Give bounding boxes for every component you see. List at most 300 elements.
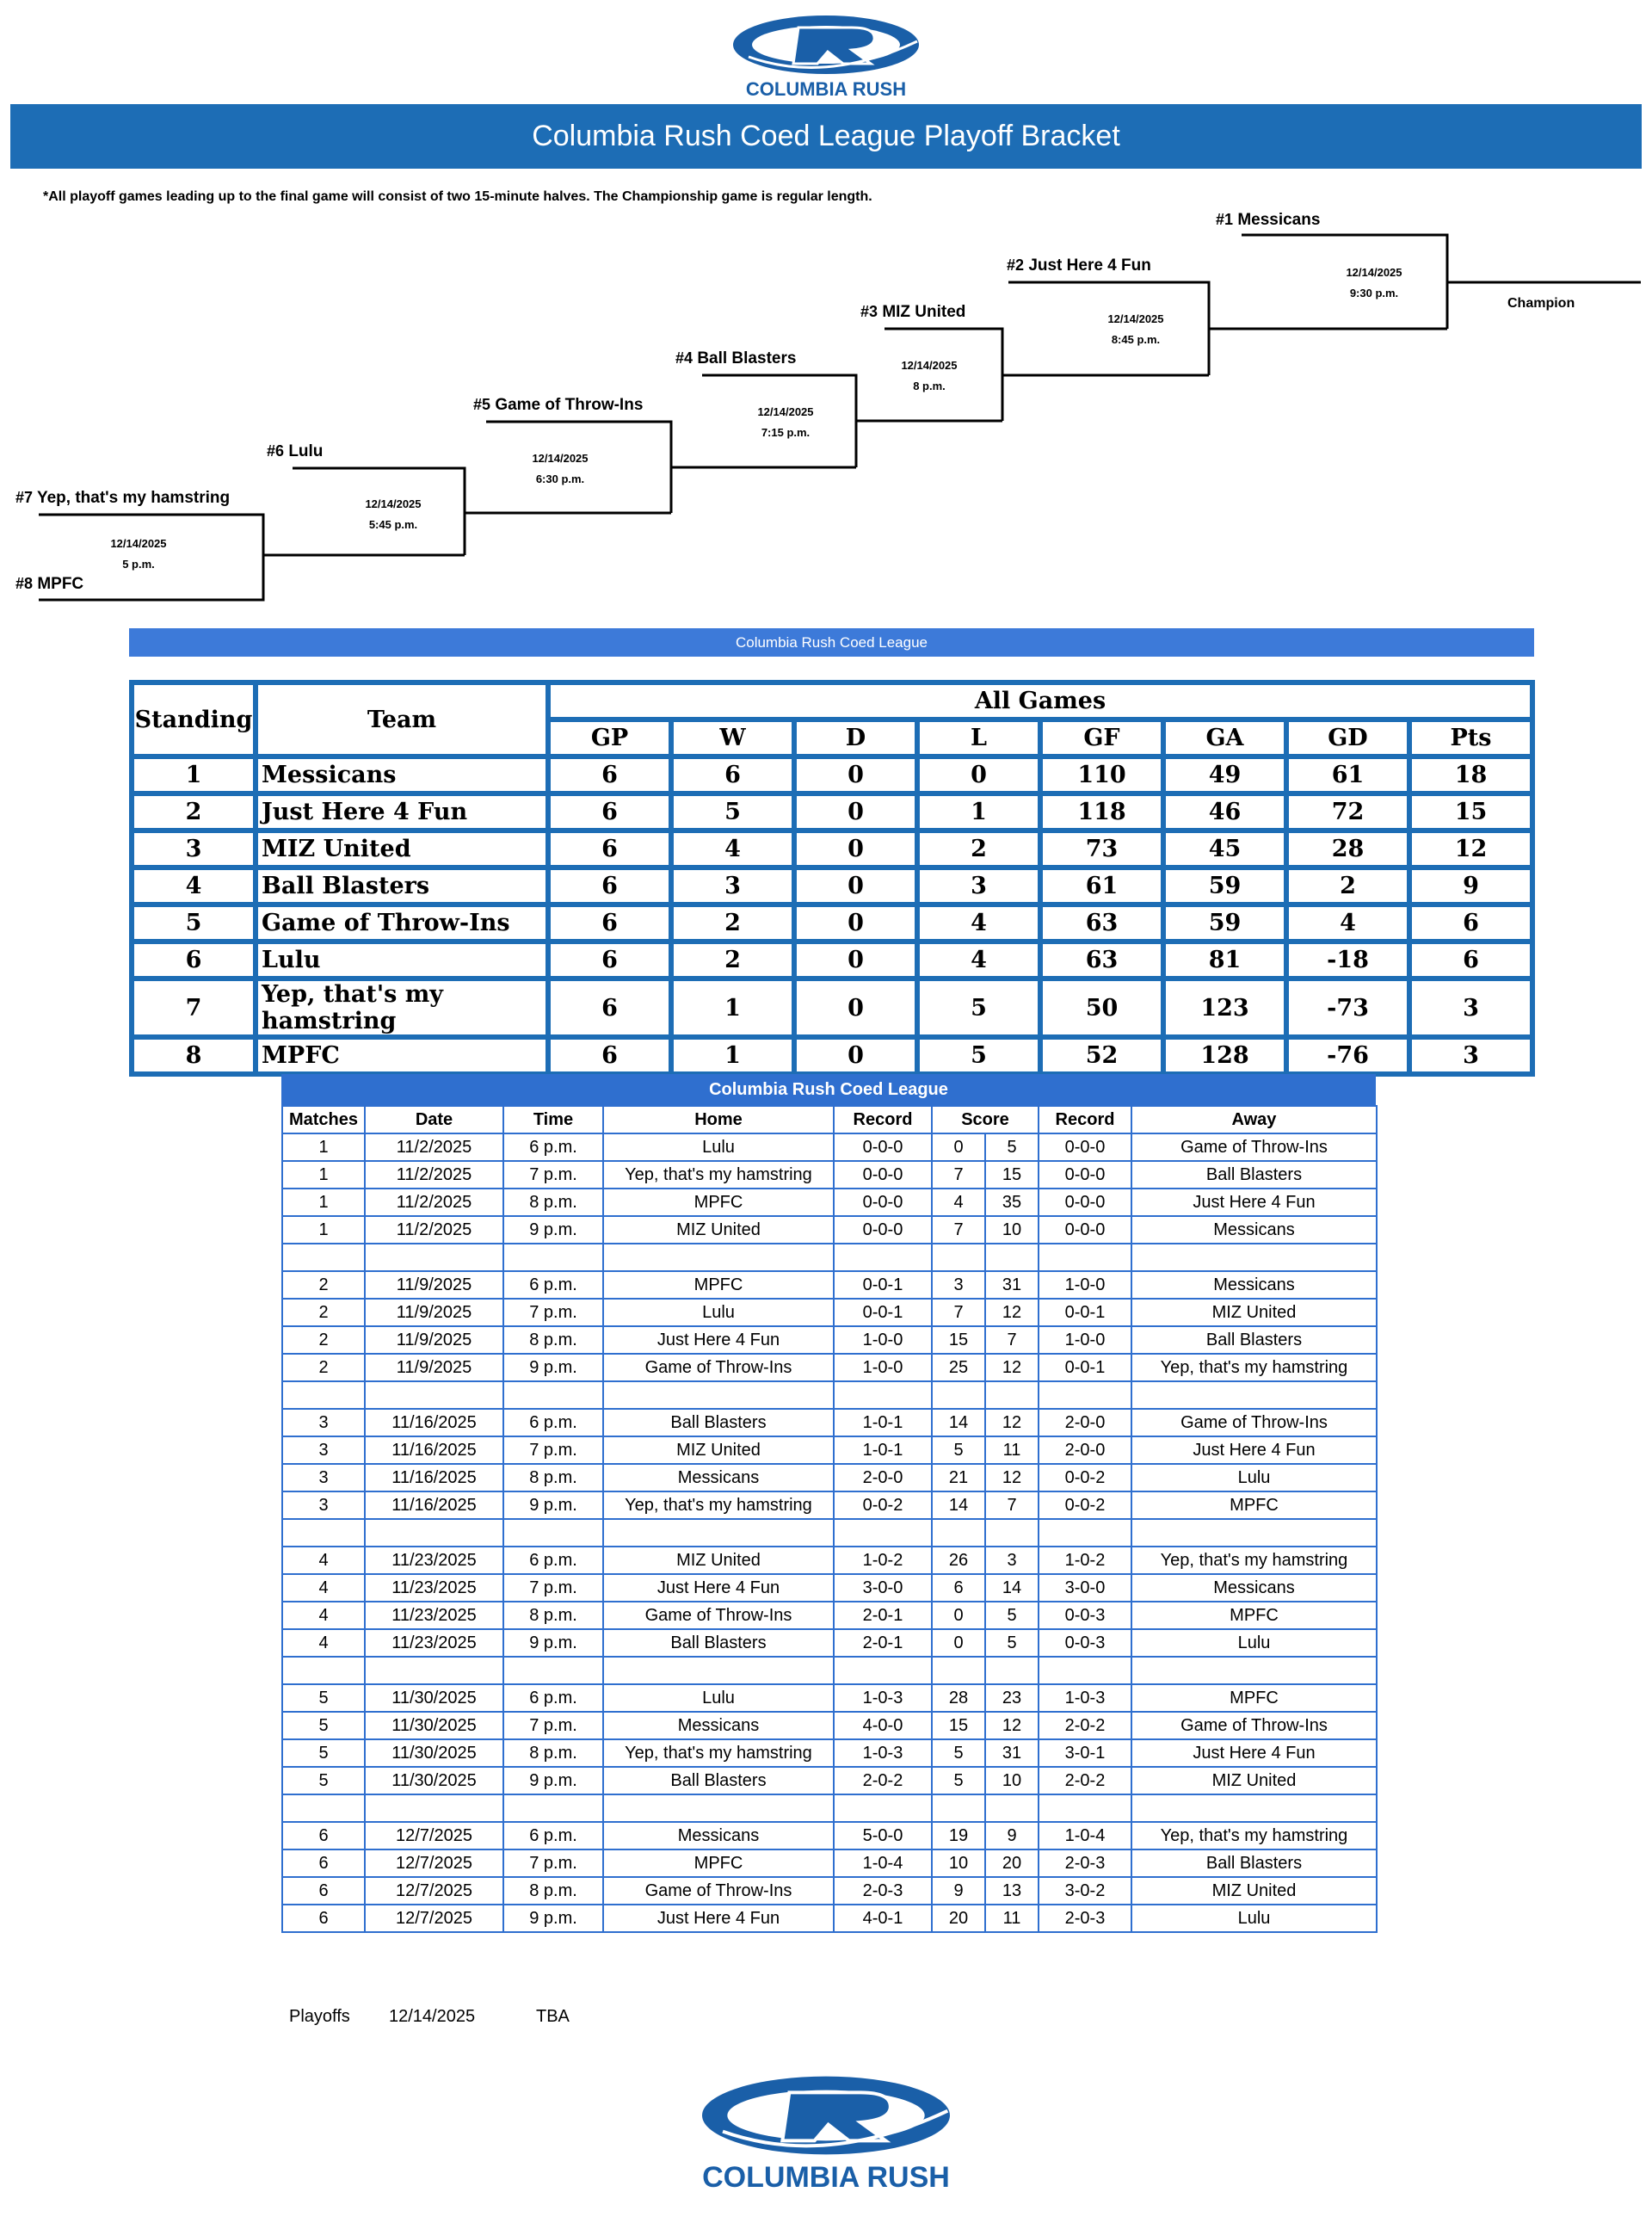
standings-col-gp: GP: [548, 719, 671, 756]
schedule-cell: Ball Blasters: [1131, 1849, 1377, 1877]
standings-col-l: L: [917, 719, 1040, 756]
schedule-cell: 23: [985, 1684, 1039, 1712]
schedule-cell: 0-0-1: [1039, 1299, 1131, 1326]
schedule-cell: 11/30/2025: [365, 1767, 503, 1794]
schedule-cell: 0-0-2: [1039, 1491, 1131, 1519]
standings-cell: 6: [548, 979, 671, 1037]
standings-row: [132, 868, 1532, 905]
schedule-cell: [1039, 1519, 1131, 1547]
schedule-cell: 3: [985, 1547, 1039, 1574]
standings-row: [132, 1037, 1532, 1074]
schedule-cell: 4-0-0: [834, 1712, 932, 1739]
schedule-cell: 3-0-0: [1039, 1574, 1131, 1602]
schedule-cell: [503, 1657, 603, 1684]
schedule-cell: 1: [282, 1133, 365, 1161]
schedule-cell: 12/7/2025: [365, 1822, 503, 1849]
standings-cell: 0: [794, 1037, 917, 1074]
schedule-cell: 0-0-0: [1039, 1216, 1131, 1244]
schedule-cell: 2-0-3: [1039, 1905, 1131, 1932]
standings-cell: 3: [1409, 1037, 1532, 1074]
standings-cell: 3: [917, 868, 1040, 905]
bracket-team-3: #3 MIZ United: [860, 303, 966, 321]
schedule-cell: 5: [985, 1602, 1039, 1629]
schedule-cell: MIZ United: [1131, 1877, 1377, 1905]
schedule-cell: 2: [282, 1299, 365, 1326]
standings-cell: 5: [917, 1037, 1040, 1074]
schedule-cell: 0-0-1: [1039, 1354, 1131, 1381]
schedule-cell: 11/2/2025: [365, 1216, 503, 1244]
standings-cell: 0: [794, 793, 917, 831]
schedule-row: [282, 1161, 1377, 1189]
schedule-cell: 9 p.m.: [503, 1767, 603, 1794]
standings-table: [129, 680, 1535, 1077]
standings-cell: 59: [1163, 868, 1286, 905]
schedule-cell: 11: [985, 1905, 1039, 1932]
schedule-cell: 7 p.m.: [503, 1574, 603, 1602]
schedule-cell: [365, 1519, 503, 1547]
schedule-cell: 12: [985, 1409, 1039, 1436]
schedule-cell: [985, 1381, 1039, 1409]
schedule-cell: 11/16/2025: [365, 1436, 503, 1464]
standings-cell: 81: [1163, 942, 1286, 979]
schedule-cell: 0-0-0: [834, 1216, 932, 1244]
schedule-cell: 1-0-4: [1039, 1822, 1131, 1849]
schedule-cell: 4: [282, 1602, 365, 1629]
schedule-cell: 6: [282, 1877, 365, 1905]
schedule-cell: 4: [282, 1574, 365, 1602]
standings-cell: 4: [917, 942, 1040, 979]
bracket-game-2: 12/14/2025 5:45 p.m.: [365, 497, 422, 531]
schedule-cell: Game of Throw-Ins: [603, 1354, 834, 1381]
schedule-cell: Messicans: [1131, 1574, 1377, 1602]
bracket-team-5: #5 Game of Throw-Ins: [473, 396, 644, 414]
schedule-cell: 2-0-3: [834, 1877, 932, 1905]
logo-wordmark: COLUMBIA RUSH: [702, 2161, 950, 2194]
standings-cell: 4: [132, 868, 256, 905]
standings-col-standing: Standing: [132, 682, 256, 756]
standings-cell: 128: [1163, 1037, 1286, 1074]
schedule-cell: 28: [932, 1684, 985, 1712]
standings-cell: 15: [1409, 793, 1532, 831]
schedule-cell: 0-0-0: [834, 1133, 932, 1161]
standings-cell: 46: [1163, 793, 1286, 831]
schedule-header-row: [282, 1106, 1377, 1133]
schedule-cell: 0-0-0: [1039, 1133, 1131, 1161]
standings-cell: 0: [794, 868, 917, 905]
schedule-cell: [834, 1244, 932, 1271]
schedule-row: [282, 1877, 1377, 1905]
playoffs-date: 12/14/2025: [389, 2007, 476, 2026]
schedule-cell: [282, 1657, 365, 1684]
schedule-cell: Just Here 4 Fun: [1131, 1436, 1377, 1464]
schedule-cell: [985, 1519, 1039, 1547]
standings-team-name: MIZ United: [256, 831, 548, 868]
schedule-cell: 3-0-1: [1039, 1739, 1131, 1767]
schedule-cell: 11/16/2025: [365, 1409, 503, 1436]
standings-cell: 6: [548, 831, 671, 868]
schedule-cell: 0-0-3: [1039, 1629, 1131, 1657]
schedule-row: [282, 1849, 1377, 1877]
schedule-cell: 11/23/2025: [365, 1574, 503, 1602]
standings-team-name: Game of Throw-Ins: [256, 905, 548, 942]
standings-cell: 2: [671, 942, 794, 979]
standings-cell: 45: [1163, 831, 1286, 868]
schedule-cell: [282, 1794, 365, 1822]
schedule-cell: [365, 1381, 503, 1409]
standings-col-team: Team: [256, 682, 548, 756]
schedule-cell: 7 p.m.: [503, 1436, 603, 1464]
standings-cell: 2: [671, 905, 794, 942]
schedule-cell: 1-0-0: [1039, 1326, 1131, 1354]
schedule-cell: 11/2/2025: [365, 1161, 503, 1189]
standings-cell: 1: [917, 793, 1040, 831]
page-title: Columbia Rush Coed League Playoff Bracket: [10, 104, 1642, 169]
schedule-cell: Just Here 4 Fun: [1131, 1739, 1377, 1767]
schedule-cell: [503, 1381, 603, 1409]
standings-cell: 6: [1409, 942, 1532, 979]
schedule-cell: 3-0-2: [1039, 1877, 1131, 1905]
standings-cell: -18: [1286, 942, 1409, 979]
schedule-cell: 0-0-1: [834, 1271, 932, 1299]
schedule-cell: 4: [282, 1629, 365, 1657]
standings-row: [132, 793, 1532, 831]
schedule-cell: Ball Blasters: [1131, 1161, 1377, 1189]
schedule-cell: 11/16/2025: [365, 1464, 503, 1491]
schedule-cell: [603, 1244, 834, 1271]
schedule-cell: [1131, 1657, 1377, 1684]
schedule-row: [282, 1547, 1377, 1574]
schedule-cell: Ball Blasters: [1131, 1326, 1377, 1354]
standings-cell: 63: [1040, 905, 1163, 942]
schedule-cell: 5: [985, 1629, 1039, 1657]
schedule-cell: Messicans: [603, 1712, 834, 1739]
schedule-cell: Lulu: [603, 1684, 834, 1712]
standings-cell: 61: [1040, 868, 1163, 905]
schedule-cell: 7 p.m.: [503, 1161, 603, 1189]
bracket-team-4: #4 Ball Blasters: [675, 349, 797, 367]
standings-group-all-games: All Games: [548, 682, 1532, 719]
schedule-cell: 9: [932, 1877, 985, 1905]
schedule-cell: 5: [932, 1739, 985, 1767]
bracket-team-7: #7 Yep, that's my hamstring: [15, 489, 231, 507]
schedule-cell: 8 p.m.: [503, 1602, 603, 1629]
schedule-cell: Messicans: [1131, 1216, 1377, 1244]
schedule-cell: 10: [985, 1216, 1039, 1244]
schedule-cell: [365, 1657, 503, 1684]
schedule-cell: 7: [985, 1326, 1039, 1354]
schedule-row: [282, 1822, 1377, 1849]
schedule-cell: 1: [282, 1216, 365, 1244]
schedule-cell: [985, 1657, 1039, 1684]
schedule-cell: 11/30/2025: [365, 1712, 503, 1739]
schedule-cell: 0: [932, 1629, 985, 1657]
standings-cell: 7: [132, 979, 256, 1037]
schedule-col-date: Date: [365, 1106, 503, 1133]
schedule-cell: Ball Blasters: [603, 1767, 834, 1794]
standings-cell: 110: [1040, 756, 1163, 793]
schedule-cell: 1-0-4: [834, 1849, 932, 1877]
schedule-cell: MIZ United: [603, 1436, 834, 1464]
schedule-col-score: Score: [932, 1106, 1039, 1133]
schedule-cell: 0-0-0: [834, 1161, 932, 1189]
standings-team-name: Yep, that's my hamstring: [256, 979, 548, 1037]
champion-label: Champion: [1507, 296, 1575, 311]
standings-cell: 0: [794, 756, 917, 793]
schedule-cell: [282, 1244, 365, 1271]
standings-cell: 73: [1040, 831, 1163, 868]
schedule-cell: 1-0-0: [834, 1354, 932, 1381]
schedule-col-away-record: Record: [1039, 1106, 1131, 1133]
schedule-cell: 19: [932, 1822, 985, 1849]
schedule-cell: Ball Blasters: [603, 1409, 834, 1436]
standings-cell: 6: [548, 868, 671, 905]
standings-cell: 8: [132, 1037, 256, 1074]
standings-header: Columbia Rush Coed League: [129, 628, 1534, 657]
bracket-game-7: 12/14/2025 9:30 p.m.: [1346, 266, 1402, 299]
schedule-cell: [932, 1519, 985, 1547]
schedule-cell: Yep, that's my hamstring: [1131, 1547, 1377, 1574]
standings-col-gf: GF: [1040, 719, 1163, 756]
schedule-cell: 14: [932, 1409, 985, 1436]
schedule-cell: [282, 1381, 365, 1409]
standings-cell: 2: [132, 793, 256, 831]
schedule-cell: 6 p.m.: [503, 1822, 603, 1849]
schedule-cell: [834, 1794, 932, 1822]
schedule-cell: Yep, that's my hamstring: [603, 1491, 834, 1519]
schedule-cell: 8 p.m.: [503, 1877, 603, 1905]
schedule-cell: 15: [932, 1326, 985, 1354]
standings-cell: 0: [794, 831, 917, 868]
schedule-cell: 1-0-1: [834, 1409, 932, 1436]
schedule-cell: Messicans: [603, 1464, 834, 1491]
standings-col-d: D: [794, 719, 917, 756]
standings-cell: 1: [132, 756, 256, 793]
playoff-note: *All playoff games leading up to the final game will consist of two 15-minute halves. The Championship game is regular length.: [43, 189, 872, 204]
schedule-cell: 11/23/2025: [365, 1547, 503, 1574]
schedule-cell: [834, 1657, 932, 1684]
standings-cell: 6: [671, 756, 794, 793]
schedule-cell: Game of Throw-Ins: [1131, 1409, 1377, 1436]
schedule-cell: 6 p.m.: [503, 1547, 603, 1574]
schedule-cell: Just Here 4 Fun: [1131, 1189, 1377, 1216]
schedule-row: [282, 1602, 1377, 1629]
schedule-cell: 7 p.m.: [503, 1299, 603, 1326]
schedule-cell: 2-0-1: [834, 1602, 932, 1629]
schedule-cell: MPFC: [603, 1189, 834, 1216]
schedule-cell: 6 p.m.: [503, 1271, 603, 1299]
schedule-cell: 0-0-0: [1039, 1161, 1131, 1189]
schedule-cell: 3: [282, 1409, 365, 1436]
schedule-cell: [1039, 1794, 1131, 1822]
schedule-cell: 1-0-0: [1039, 1271, 1131, 1299]
standings-cell: -76: [1286, 1037, 1409, 1074]
schedule-cell: Lulu: [603, 1299, 834, 1326]
schedule-cell: 9 p.m.: [503, 1629, 603, 1657]
schedule-cell: 1-0-3: [834, 1739, 932, 1767]
standings-cell: 5: [917, 979, 1040, 1037]
schedule-cell: [365, 1244, 503, 1271]
schedule-cell: 3: [282, 1436, 365, 1464]
schedule-cell: [985, 1794, 1039, 1822]
bottom-logo: [688, 2064, 964, 2195]
standings-cell: 5: [132, 905, 256, 942]
schedule-cell: 11/16/2025: [365, 1491, 503, 1519]
standings-cell: 59: [1163, 905, 1286, 942]
schedule-cell: 6 p.m.: [503, 1133, 603, 1161]
schedule-cell: Game of Throw-Ins: [603, 1877, 834, 1905]
bracket-game-4: 12/14/2025 7:15 p.m.: [757, 405, 814, 439]
bracket-game-6: 12/14/2025 8:45 p.m.: [1107, 312, 1164, 346]
schedule-cell: [932, 1657, 985, 1684]
schedule-cell: MIZ United: [1131, 1767, 1377, 1794]
schedule-cell: 1-0-2: [834, 1547, 932, 1574]
schedule-cell: [1131, 1244, 1377, 1271]
schedule-row: [282, 1629, 1377, 1657]
schedule-cell: [603, 1794, 834, 1822]
schedule-cell: 1: [282, 1161, 365, 1189]
schedule-row: [282, 1299, 1377, 1326]
schedule-cell: 9 p.m.: [503, 1491, 603, 1519]
schedule-cell: 7 p.m.: [503, 1712, 603, 1739]
schedule-cell: 0-0-2: [834, 1491, 932, 1519]
schedule-cell: [932, 1381, 985, 1409]
schedule-cell: 7: [932, 1299, 985, 1326]
standings-cell: 6: [1409, 905, 1532, 942]
schedule-cell: Lulu: [1131, 1905, 1377, 1932]
schedule-cell: Just Here 4 Fun: [603, 1326, 834, 1354]
schedule-cell: Game of Throw-Ins: [1131, 1712, 1377, 1739]
standings-row: [132, 756, 1532, 793]
schedule-cell: 0: [932, 1602, 985, 1629]
schedule-cell: Yep, that's my hamstring: [1131, 1822, 1377, 1849]
schedule-cell: [503, 1519, 603, 1547]
standings-cell: 50: [1040, 979, 1163, 1037]
standings-cell: 63: [1040, 942, 1163, 979]
standings-team-name: Lulu: [256, 942, 548, 979]
schedule-col-home: Home: [603, 1106, 834, 1133]
schedule-cell: 7: [932, 1216, 985, 1244]
schedule-cell: 3: [932, 1271, 985, 1299]
schedule-cell: 3: [282, 1491, 365, 1519]
schedule-cell: [1039, 1657, 1131, 1684]
standings-cell: 0: [917, 756, 1040, 793]
schedule-cell: MIZ United: [1131, 1299, 1377, 1326]
schedule-cell: 0-0-0: [1039, 1189, 1131, 1216]
standings-cell: 72: [1286, 793, 1409, 831]
schedule-cell: 4: [282, 1547, 365, 1574]
standings-cell: 6: [132, 942, 256, 979]
schedule-cell: Game of Throw-Ins: [1131, 1133, 1377, 1161]
schedule-col-home-record: Record: [834, 1106, 932, 1133]
schedule-cell: 2-0-3: [1039, 1849, 1131, 1877]
schedule-cell: 0: [932, 1133, 985, 1161]
schedule-cell: [1039, 1381, 1131, 1409]
standings-row: [132, 905, 1532, 942]
schedule-cell: 9 p.m.: [503, 1216, 603, 1244]
standings-cell: -73: [1286, 979, 1409, 1037]
schedule-cell: Lulu: [1131, 1464, 1377, 1491]
bracket-game-1: 12/14/2025 5 p.m.: [110, 537, 167, 571]
standings-cell: 0: [794, 979, 917, 1037]
schedule-cell: [834, 1381, 932, 1409]
standings-team-name: MPFC: [256, 1037, 548, 1074]
schedule-cell: 11/9/2025: [365, 1326, 503, 1354]
standings-cell: 6: [548, 1037, 671, 1074]
schedule-cell: Messicans: [1131, 1271, 1377, 1299]
schedule-cell: [603, 1519, 834, 1547]
schedule-cell: 5: [985, 1133, 1039, 1161]
schedule-cell: Lulu: [603, 1133, 834, 1161]
bracket-team-2: #2 Just Here 4 Fun: [1007, 256, 1151, 275]
schedule-cell: 14: [932, 1491, 985, 1519]
schedule-cell: Yep, that's my hamstring: [603, 1161, 834, 1189]
standings-col-ga: GA: [1163, 719, 1286, 756]
schedule-cell: Game of Throw-Ins: [603, 1602, 834, 1629]
schedule-cell: [985, 1244, 1039, 1271]
schedule-cell: 6 p.m.: [503, 1409, 603, 1436]
playoffs-label: Playoffs: [289, 2007, 350, 2026]
standings-team-name: Messicans: [256, 756, 548, 793]
schedule-cell: [1131, 1381, 1377, 1409]
schedule-row: [282, 1684, 1377, 1712]
standings-row: [132, 942, 1532, 979]
schedule-cell: [603, 1657, 834, 1684]
schedule-cell: 5: [282, 1684, 365, 1712]
standings-cell: 12: [1409, 831, 1532, 868]
schedule-cell: 12: [985, 1464, 1039, 1491]
schedule-cell: 11/23/2025: [365, 1602, 503, 1629]
standings-cell: 4: [917, 905, 1040, 942]
schedule-cell: 2-0-0: [1039, 1436, 1131, 1464]
schedule-cell: 12/7/2025: [365, 1905, 503, 1932]
schedule-table: [281, 1105, 1378, 1933]
bracket-team-8: #8 MPFC: [15, 575, 84, 593]
schedule-col-away: Away: [1131, 1106, 1377, 1133]
logo-wordmark: COLUMBIA RUSH: [745, 78, 907, 100]
schedule-row: [282, 1189, 1377, 1216]
schedule-cell: Lulu: [1131, 1629, 1377, 1657]
schedule-cell: 11/2/2025: [365, 1133, 503, 1161]
schedule-cell: 11/30/2025: [365, 1684, 503, 1712]
standings-cell: 49: [1163, 756, 1286, 793]
schedule-cell: 1-0-3: [834, 1684, 932, 1712]
schedule-cell: 3-0-0: [834, 1574, 932, 1602]
schedule-cell: 2-0-0: [1039, 1409, 1131, 1436]
standings-cell: 118: [1040, 793, 1163, 831]
schedule-cell: 6: [282, 1905, 365, 1932]
schedule-cell: 5: [282, 1767, 365, 1794]
schedule-cell: 20: [932, 1905, 985, 1932]
schedule-row: [282, 1712, 1377, 1739]
standings-cell: 6: [548, 756, 671, 793]
schedule-cell: [1131, 1519, 1377, 1547]
schedule-cell: 5-0-0: [834, 1822, 932, 1849]
schedule-cell: 4-0-1: [834, 1905, 932, 1932]
schedule-cell: [365, 1794, 503, 1822]
standings-cell: 3: [671, 868, 794, 905]
schedule-cell: MPFC: [603, 1271, 834, 1299]
schedule-row: [282, 1739, 1377, 1767]
schedule-cell: 1: [282, 1189, 365, 1216]
schedule-cell: 4: [932, 1189, 985, 1216]
schedule-cell: 1-0-1: [834, 1436, 932, 1464]
schedule-cell: 2: [282, 1326, 365, 1354]
schedule-cell: 1-0-2: [1039, 1547, 1131, 1574]
schedule-cell: Yep, that's my hamstring: [1131, 1354, 1377, 1381]
standings-cell: 9: [1409, 868, 1532, 905]
schedule-cell: [932, 1244, 985, 1271]
standings-cell: 5: [671, 793, 794, 831]
